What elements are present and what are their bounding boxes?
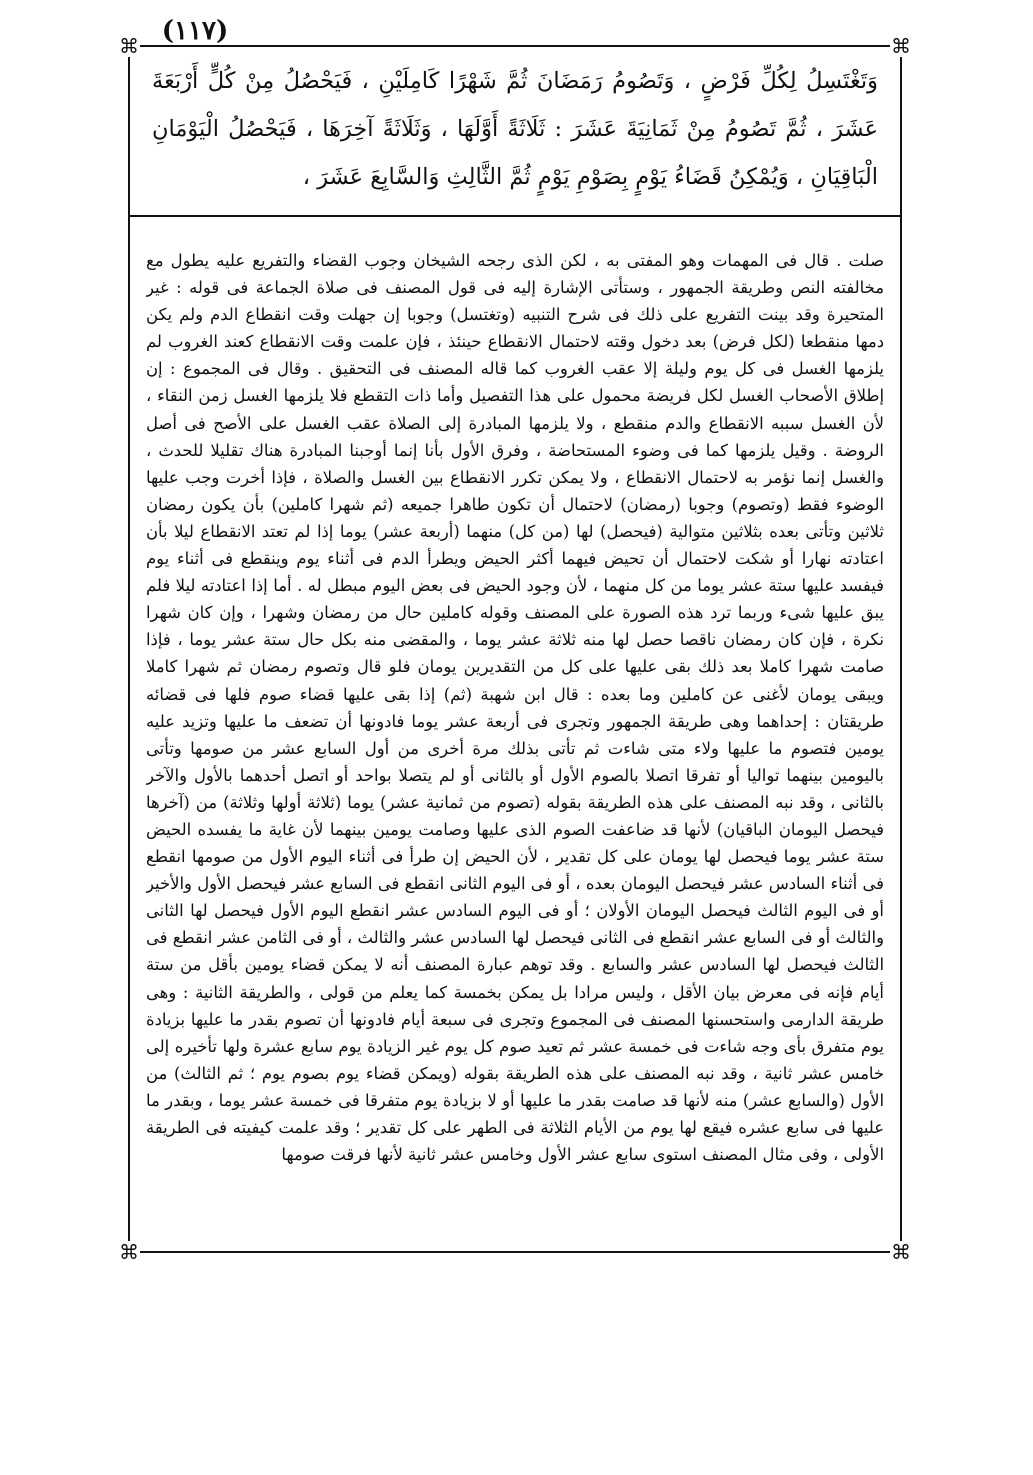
main-text-block [152,57,878,207]
commentary-block [146,247,884,1245]
page-frame [119,34,911,1264]
corner-ornament-icon: ⌘ [891,1240,911,1264]
main-text: وَتَغْتَسِلُ لِكُلِّ فَرْضٍ ، وَتَصُومُ رَمَضَانَ ثُمَّ شَهْرًا كَامِلَيْنِ ، فَيَحْصُلُ مِنْ كُلٍّ أَرْبَعَةَ عَشَرَ ، ثُمَّ تَصُومُ مِنْ ثَمَانِيَةَ عَشَرَ : ثَلَاثَةً أَوَّلَهَا ، وَثَلَاثَةً آخِرَهَا ، فَيَحْصُلُ الْيَوْمَانِ الْبَاقِيَانِ ، وَيُمْكِنُ قَضَاءُ يَوْمٍ بِصَوْمِ يَوْمٍ ثُمَّ الثَّالِثِ وَالسَّابِعَ عَشَرَ ، [152,68,878,190]
corner-ornament-icon: ⌘ [119,1240,139,1264]
page-number: (١١٧) [161,16,229,46]
section-divider [130,215,900,217]
commentary-text: صلت . قال فى المهمات وهو المفتى به ، لكن الذى رجحه الشيخان وجوب القضاء والتفريع عليه يطول مع مخالفته النص وطريقة الجمهور ، وستأتى الإشارة إليه فى قول المصنف فى صلاة الجماعة فى قوله : غير المتحيرة وقد بينت التفريع على ذلك فى شرح التنبيه (وتغتسل) وجوبا إن جهلت وقت انقطاع الدم ولم يكن دمها منقطعا (لكل فرض) بعد دخول وقته لاحتمال الانقطاع حينئذ ، فإن علمت وقت الانقطاع كعند الغروب لم يلزمها الغسل فى كل يوم وليلة إلا عقب الغروب كما قاله المصنف فى التحقيق . وقال فى المجموع : إن إطلاق الأصحاب الغسل لكل فريضة محمول على هذا التفصيل وأما ذات التقطع فلا يلزمها الغسل زمن النقاء ، لأن الغسل سببه الانقطاع والدم منقطع ، ولا يلزمها المبادرة إلى الصلاة عقب الغسل على الأصح فى أصل الروضة . وقيل يلزمها كما فى وضوء المستحاضة ، وفرق الأول بأنا إنما أوجبنا المبادرة هناك تقليلا للحدث ، والغسل إنما نؤمر به لاحتمال الانقطاع ، ولا يمكن تكرر الانقطاع بين الغسل والصلاة ، فإذا أخرت وجب عليها الوضوء فقط (وتصوم) وجوبا (رمضان) لاحتمال أن تكون طاهرا جميعه (ثم شهرا كاملين) بأن يكون رمضان ثلاثين وتأتى بعده بثلاثين متوالية (فيحصل) لها (من كل) منهما (أربعة عشر) يوما إذا لم تعتد الانقطاع ليلا بأن اعتادته نهارا أو شكت لاحتمال أن تحيض فيهما أكثر الحيض ويطرأ الدم فى أثناء يوم وينقطع فى أثناء يوم فيفسد عليها ستة عشر يوما من كل منهما ، لأن وجود الحيض فى بعض اليوم مبطل له . أما إذا اعتادته ليلا فلم يبق عليها شىء وربما ترد هذه الصورة على المصنف وقوله كاملين حال من رمضان وشهرا ، وإن كان شهرا نكرة ، فإن كان رمضان ناقصا حصل لها منه ثلاثة عشر يوما ، والمقضى منه بكل حال ستة عشر يوما ، فإذا صامت شهرا كاملا بعد ذلك بقى عليها على كل من التقديرين يومان فلو قال وتصوم رمضان ثم شهرا كاملا ويبقى يومان لأغنى عن كاملين وما بعده : قال ابن شهبة (ثم) إذا بقى عليها قضاء صوم فلها فى قضائه طريقتان : إحداهما وهى طريقة الجمهور وتجرى فى أربعة عشر يوما فادونها أن تضعف ما عليها وتزيد عليه يومين فتصوم ما عليها ولاء متى شاءت ثم تأتى بذلك مرة أخرى من أول السابع عشر من صومها وتأتى باليومين بينهما تواليا أو تفرقا اتصلا بالصوم الأول أو بالثانى أو لم يتصلا بواحد أو اتصل أحدهما بالأول والآخر بالثانى ، وقد نبه المصنف على هذه الطريقة بقوله (تصوم من ثمانية عشر) يوما (ثلاثة أولها وثلاثة) من (آخرها فيحصل اليومان الباقيان) لأنها قد ضاعفت الصوم الذى عليها وصامت يومين بينهما لأن غاية ما يفسده الحيض ستة عشر يوما فيحصل لها يومان على كل تقدير ، لأن الحيض إن طرأ فى أثناء اليوم الأول من صومها انقطع فى أثناء السادس عشر فيحصل اليومان بعده ، أو فى اليوم الثانى انقطع فى السابع عشر فيحصل الأول والأخير أو فى اليوم الثالث فيحصل اليومان الأولان ؛ أو فى اليوم السادس عشر انقطع اليوم الأول فيحصل لها الثانى والثالث أو فى السابع عشر انقطع فى الثانى فيحصل لها السادس عشر والثالث ، أو فى الثامن عشر انقطع فى الثالث فيحصل لها السادس عشر والسابع . وقد توهم عبارة المصنف أنه لا يمكن قضاء يومين بأقل من ستة أيام فإنه فى معرض بيان الأقل ، وليس مرادا بل يمكن بخمسة كما يعلم من قولى ، والطريقة الثانية : وهى طريقة الدارمى واستحسنها المصنف فى المجموع وتجرى فى سبعة أيام فادونها أن تصوم بقدر ما عليها بزيادة يوم متفرق بأى وجه شاءت فى خمسة عشر ثم تعيد صوم كل يوم غير الزيادة يوم سابع عشرة ولها تأخيره إلى خامس عشر ثانية ، وقد نبه المصنف على هذه الطريقة بقوله (ويمكن قضاء يوم بصوم يوم ؛ ثم الثالث) من الأول (والسابع عشر) منه لأنها قد صامت بقدر ما عليها أو لا بزيادة يوم متفرقا فى خمسة عشر يوما ، وبقدر ما عليها فى سابع عشره فيقع لها يوم من الأيام الثلاثة فى الطهر على كل تقدير ؛ وقد علمت كيفيته فى الطريقة الأولى ، وفى مثال المصنف استوى سابع عشر الأول وخامس عشر ثانية لأنها فرقت صومها [146,251,884,1165]
corner-ornament-icon: ⌘ [119,34,139,58]
corner-ornament-icon: ⌘ [891,34,911,58]
